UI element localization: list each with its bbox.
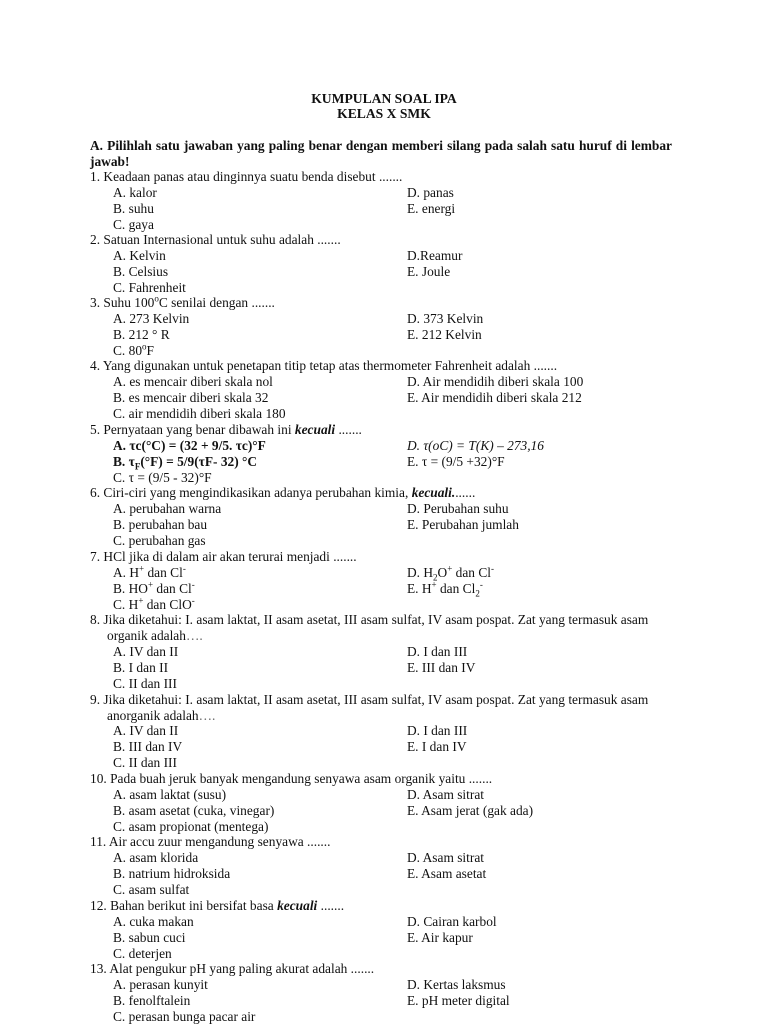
option-a: A. Kelvin xyxy=(113,248,166,263)
question-3 xyxy=(90,295,690,311)
question-13 xyxy=(90,961,690,977)
option-b: B. Celsius xyxy=(113,264,169,279)
document-subtitle: KELAS X SMK xyxy=(337,106,431,121)
option-c: C. deterjen xyxy=(113,946,172,961)
question-12 xyxy=(90,898,690,914)
option-c: C. 80$^o$F xyxy=(113,341,154,358)
option-e: E. pH meter digital xyxy=(407,993,510,1008)
option-e: E. τ = (9/5 +32)°F xyxy=(407,454,505,469)
question-number: 13. xyxy=(90,961,107,976)
option-a: A. perubahan warna xyxy=(113,501,222,516)
option-a: A. τc(°C) = (32 + 9/5. τc)°F xyxy=(113,438,266,453)
option-d: D. I dan III xyxy=(407,644,468,659)
option-a: A. H+ dan Cl- xyxy=(113,563,186,580)
option-d: D. Cairan karbol xyxy=(407,914,497,929)
section-instruction xyxy=(90,138,672,170)
section-label: A. xyxy=(90,138,104,153)
keyword-kecuali: kecuali. xyxy=(411,485,456,500)
question-text: Satuan Internasional untuk suhu adalah ....... xyxy=(103,232,341,247)
question-text: Alat pengukur pH yang paling akurat adalah ....... xyxy=(109,961,375,976)
keyword-kecuali: kecuali xyxy=(277,898,318,913)
question-6 xyxy=(90,485,690,501)
option-a: A. asam klorida xyxy=(113,850,199,865)
option-d: D. 373 Kelvin xyxy=(407,311,484,326)
question-text-tail: C senilai dengan ....... xyxy=(158,295,275,310)
option-b: B. asam asetat (cuka, vinegar) xyxy=(113,803,275,818)
option-e: E. Asam asetat xyxy=(407,866,487,881)
question-number: 3. xyxy=(90,295,101,310)
option-a: A. 273 Kelvin xyxy=(113,311,190,326)
option-a: A. asam laktat (susu) xyxy=(113,787,227,802)
option-d: D. Air mendidih diberi skala 100 xyxy=(407,374,584,389)
question-1 xyxy=(90,169,690,185)
question-2 xyxy=(90,232,690,248)
option-c: C. asam sulfat xyxy=(113,882,190,897)
option-b: B. suhu xyxy=(113,201,154,216)
option-b: B. 212 ° R xyxy=(113,327,170,342)
option-c: C. asam propionat (mentega) xyxy=(113,819,269,834)
question-dots: ....... xyxy=(338,422,362,437)
question-number: 7. xyxy=(90,549,101,564)
option-c: C. τ = (9/5 - 32)°F xyxy=(113,470,212,485)
question-dots: ...... xyxy=(455,485,476,500)
document-title: KUMPULAN SOAL IPA xyxy=(311,91,457,106)
option-e: E. Air mendidih diberi skala 212 xyxy=(407,390,582,405)
question-number: 10. xyxy=(90,771,107,786)
question-9 xyxy=(90,692,690,724)
option-b: B. I dan II xyxy=(113,660,169,675)
question-text-cont: anorganik adalah xyxy=(107,708,199,723)
option-b: B. III dan IV xyxy=(113,739,183,754)
option-b: B. natrium hidroksida xyxy=(113,866,231,881)
option-e: E. Asam jerat (gak ada) xyxy=(407,803,534,818)
option-e: E. 212 Kelvin xyxy=(407,327,482,342)
question-10 xyxy=(90,771,690,787)
question-text: Suhu 100 xyxy=(103,295,155,310)
option-b: B. es mencair diberi skala 32 xyxy=(113,390,269,405)
option-b: B. HO+ dan Cl- xyxy=(113,579,195,596)
question-text: Jika diketahui: I. asam laktat, II asam asetat, III asam sulfat, IV asam pospat. Zat yang termasuk asam xyxy=(103,692,649,707)
question-text: Pada buah jeruk banyak mengandung senyawa asam organik yaitu ....... xyxy=(110,771,493,786)
question-number: 11. xyxy=(90,834,107,849)
question-text: Pernyataan yang benar dibawah ini xyxy=(103,422,292,437)
option-a: A. IV dan II xyxy=(113,644,179,659)
question-number: 1. xyxy=(90,169,101,184)
question-dots: ....... xyxy=(320,898,345,913)
option-c: C. perubahan gas xyxy=(113,533,206,548)
option-d: D. τ(oC) = T(K) – 273,16 xyxy=(407,438,544,453)
option-b: B. $\tau_F(^\circ F) = 5/9(\tau F-$ 32) °C xyxy=(113,454,258,472)
option-c: C. gaya xyxy=(113,217,154,232)
option-e: E. III dan IV xyxy=(407,660,476,675)
option-a: A. kalor xyxy=(113,185,157,200)
degree-sup: o xyxy=(154,293,159,304)
question-7 xyxy=(90,549,690,565)
question-text-cont: organik adalah xyxy=(107,628,186,643)
question-number: 6. xyxy=(90,485,101,500)
question-dots: …. xyxy=(198,708,216,723)
option-d: D.Reamur xyxy=(407,248,463,263)
option-e: E. Air kapur xyxy=(407,930,473,945)
question-text: HCl jika di dalam air akan terurai menjadi ....... xyxy=(103,549,357,564)
option-b: B. fenolftalein xyxy=(113,993,191,1008)
instruction-text: Pilihlah satu jawaban yang paling benar dengan memberi silang pada salah satu huruf di lembar jawab! xyxy=(90,138,672,169)
option-c: C. Fahrenheit xyxy=(113,280,186,295)
option-e: E. H+ dan $Cl_2^-$ xyxy=(407,579,483,599)
question-number: 12. xyxy=(90,898,107,913)
option-a: A. cuka makan xyxy=(113,914,194,929)
question-number: 2. xyxy=(90,232,101,247)
option-d: D. $H_2O^+$ dan Cl- xyxy=(407,563,494,583)
option-d: D. Asam sitrat xyxy=(407,850,484,865)
question-text: Yang digunakan untuk penetapan titip tetap atas thermometer Fahrenheit adalah ....... xyxy=(102,358,558,373)
question-11 xyxy=(90,834,690,850)
option-e: E. Joule xyxy=(407,264,451,279)
keyword-kecuali: kecuali xyxy=(294,422,336,437)
option-e: E. Perubahan jumlah xyxy=(407,517,519,532)
question-dots: …. xyxy=(185,628,203,643)
option-c: C. H+ dan ClO- xyxy=(113,595,195,612)
question-number: 8. xyxy=(90,612,101,627)
question-number: 4. xyxy=(90,358,101,373)
question-text: Bahan berikut ini bersifat basa xyxy=(110,898,274,913)
option-c: C. air mendidih diberi skala 180 xyxy=(113,406,286,421)
option-d: D. Asam sitrat xyxy=(407,787,484,802)
option-d: D. Perubahan suhu xyxy=(407,501,509,516)
option-d: D. Kertas laksmus xyxy=(407,977,506,992)
option-c: C. II dan III xyxy=(113,676,177,691)
question-5 xyxy=(90,422,690,438)
option-e: E. energi xyxy=(407,201,456,216)
option-c: C. perasan bunga pacar air xyxy=(113,1009,256,1024)
option-a: A. perasan kunyit xyxy=(113,977,208,992)
question-text: Keadaan panas atau dinginnya suatu benda disebut ....... xyxy=(103,169,403,184)
option-b: B. perubahan bau xyxy=(113,517,208,532)
question-text: Jika diketahui: I. asam laktat, II asam asetat, III asam sulfat, IV asam pospat. Zat yang termasuk asam xyxy=(103,612,649,627)
option-b: B. sabun cuci xyxy=(113,930,186,945)
option-a: A. es mencair diberi skala nol xyxy=(113,374,273,389)
option-d: D. I dan III xyxy=(407,723,468,738)
question-number: 5. xyxy=(90,422,101,437)
question-4 xyxy=(90,358,690,374)
question-text: Ciri-ciri yang mengindikasikan adanya perubahan kimia, xyxy=(103,485,409,500)
option-a: A. IV dan II xyxy=(113,723,179,738)
question-8 xyxy=(90,612,690,644)
option-d: D. panas xyxy=(407,185,454,200)
option-c: C. II dan III xyxy=(113,755,177,770)
option-e: E. I dan IV xyxy=(407,739,467,754)
question-number: 9. xyxy=(90,692,101,707)
question-text: Air accu zuur mengandung senyawa ....... xyxy=(108,834,331,849)
